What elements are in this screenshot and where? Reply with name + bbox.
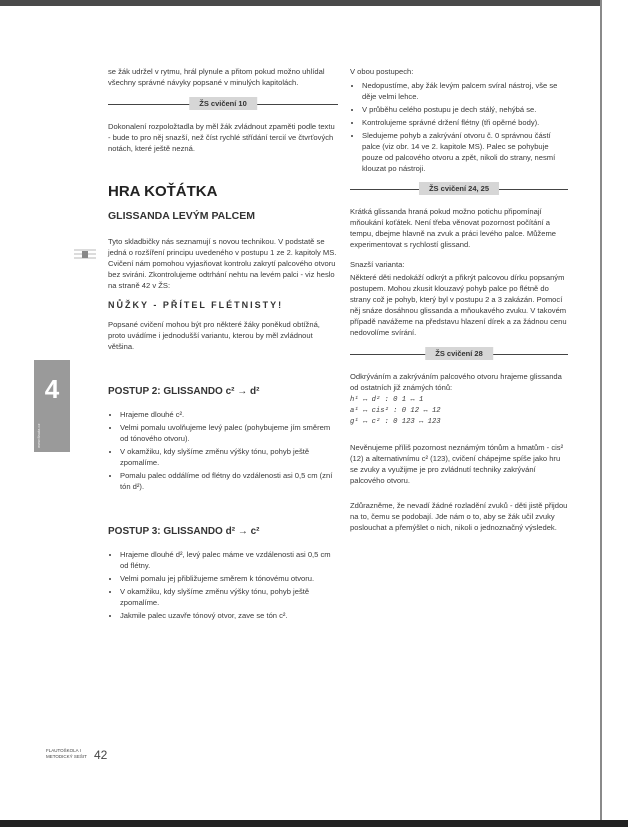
music-note-icon xyxy=(74,246,96,264)
list-item: • Nedopustíme, aby žák levým palcem svíral nástroj, vše se děje velmi lehce. xyxy=(362,80,568,102)
right-paragraph-2: Některé děti nedokáží odkrýt a přikrýt palcovou dírku popsaným postupem. Mohou zkusit klouzavý pohyb palce po flétně do strany což je pohyb, který byl v postupu 2 a 3 zakázán. Pomocí něj snáze dosáhnou glissanda a mňoukavého zvuku. V takovém případě navážeme na představu hlazení dírek a za žádnou cenu nedovolíme svírání. xyxy=(350,273,567,337)
exercise-separator xyxy=(350,182,568,196)
variant-title: Snazší varianta: xyxy=(350,260,405,269)
exercise-separator xyxy=(350,347,568,361)
note-line: a¹ ↔ cis² : 0 12 ↔ 12 xyxy=(350,407,441,415)
left-column xyxy=(108,66,338,629)
list-item: • Hrajeme dlouhé d², levý palec máme ve vzdálenosti asi 0,5 cm od flétny. xyxy=(120,549,338,571)
chapter-tab xyxy=(34,360,70,452)
left-paragraph-2: Tyto skladbičky nás seznamují s novou technikou. V podstatě se jedná o rozšíření principu uvedeného v postupu 1 ze 2. kapitoly MS. Cvičení nám pomohou vyjasňovat kontrolu zakrytí palcového otvoru bez sviráni. Zkontrolujeme odtrhání nehtu na levém palci - viz heslo na straně 42 v ŽS: xyxy=(108,237,337,290)
footer-label xyxy=(46,748,87,760)
list-item: • V průběhu celého postupu je dech stálý, nehýbá se. xyxy=(362,104,568,115)
list-item: • Jakmile palec uzavře tónový otvor, zave se tón c². xyxy=(120,610,338,621)
exercise-label: ŽS cvičení 28 xyxy=(425,347,493,360)
exercise-label: ŽS cvičení 10 xyxy=(189,97,257,110)
bottom-border xyxy=(0,820,628,827)
postup-3-title: POSTUP 3: GLISSANDO d² → c² xyxy=(108,526,260,537)
chapter-number: 4 xyxy=(44,374,60,404)
list-item: • Pomalu palec oddálíme od flétny do vzdálenosti asi 0,5 cm (zní tón d²). xyxy=(120,470,338,492)
list-item: • Sledujeme pohyb a zakrývání otvoru č. 0 správnou částí palce (viz obr. 14 ve 2. kapitole MS). Palec se pohybuje pouze od palcového otvoru a zpět, nikoli do strany, nesmí klouzat po nástroji. xyxy=(362,130,568,174)
top-border xyxy=(0,0,600,6)
section-heading: HRA KOŤÁTKA xyxy=(108,183,218,200)
list-item: • Kontrolujeme správné držení flétny (tři opěrné body). xyxy=(362,117,568,128)
chapter-tab-text: www.flauta.cz xyxy=(36,423,41,448)
list-item: • V okamžiku, kdy slyšíme změnu výšky tónu, pohyb ještě zpomalíme. xyxy=(120,586,338,608)
list-item: • Hrajeme dlouhé c². xyxy=(120,409,338,420)
right-intro: V obou postupech: xyxy=(350,67,414,76)
footer-line-2: METODICKÝ SEŠIT xyxy=(46,754,87,759)
left-paragraph-1: Dokonalení rozpoložtadla by měl žák zvládnout zpaměti podle textu - bude to pro něj snazší, než číst rychlé střídání tercií ve čtvrťových notách, které ještě nezná. xyxy=(108,122,335,153)
postup-2-list xyxy=(108,409,338,492)
right-border xyxy=(600,0,602,827)
note-line: g¹ ↔ c² : 0 123 ↔ 123 xyxy=(350,418,441,426)
exercise-separator xyxy=(108,97,338,111)
right-column xyxy=(350,66,568,542)
left-paragraph-3: Popsané cvičení mohou být pro některé žáky poněkud obtížná, proto uvádíme i jednodušší variantu, kterou by měl zvládnout většina. xyxy=(108,320,320,351)
postup-2-title: POSTUP 2: GLISSANDO c² → d² xyxy=(108,386,260,397)
page-number: 42 xyxy=(94,748,108,762)
note-line: h¹ ↔ d² : 0 1 ↔ 1 xyxy=(350,396,424,404)
list-item: • V okamžiku, kdy slyšíme změnu výšky tónu, pohyb ještě zpomalíme. xyxy=(120,446,338,468)
motto-heading: NŮŽKY - PŘÍTEL FLÉTNISTY! xyxy=(108,300,284,310)
list-item: • Velmi pomalu jej přibližujeme směrem k tónovému otvoru. xyxy=(120,573,338,584)
postup-3-list xyxy=(108,549,338,621)
footer-line-1: FLAUTOŠKOLA I xyxy=(46,748,81,753)
list-item: • Velmi pomalu uvolňujeme levý palec (pohybujeme jím směrem od tónového otvoru). xyxy=(120,422,338,444)
right-paragraph-3: Odkrýváním a zakrýváním palcového otvoru hrajeme glissanda od ostatních již známých tónů: xyxy=(350,372,562,392)
right-list xyxy=(350,80,568,174)
left-intro-paragraph: se žák udržel v rytmu, hrál plynule a přitom pokud možno uhlídal všechny správné návyky popsané v minulých kapitolách. xyxy=(108,67,325,87)
right-paragraph-1: Krátká glissanda hraná pokud možno potichu připomínají mňoukání koťátek. Není třeba věnovat pozornost počítání a tempu, dbejme hlavně na zvuk a práci levého palce. Můžeme experimentovat s rychlostí glissand. xyxy=(350,207,556,249)
section-subheading: GLISSANDA LEVÝM PALCEM xyxy=(108,210,256,222)
exercise-label: ŽS cvičení 24, 25 xyxy=(419,182,499,195)
right-paragraph-4: Nevěnujeme příliš pozornost neznámým tónům a hmatům - cis² (12) a alternativnímu c² (123), cvičení chápejme spíše jako hru se zvuky a využijme je pro zvládnutí techniky zakrývání palcového otvoru. xyxy=(350,443,564,485)
right-paragraph-5: Zdůrazněme, že nevadí žádné rozladění zvuků - děti jistě přijdou na to, čemu se podobají. Jde nám o to, aby se žák učil zvuky poslouchat a přemýšlet o nich, nikoli o jednoznačný výsledek. xyxy=(350,501,568,532)
